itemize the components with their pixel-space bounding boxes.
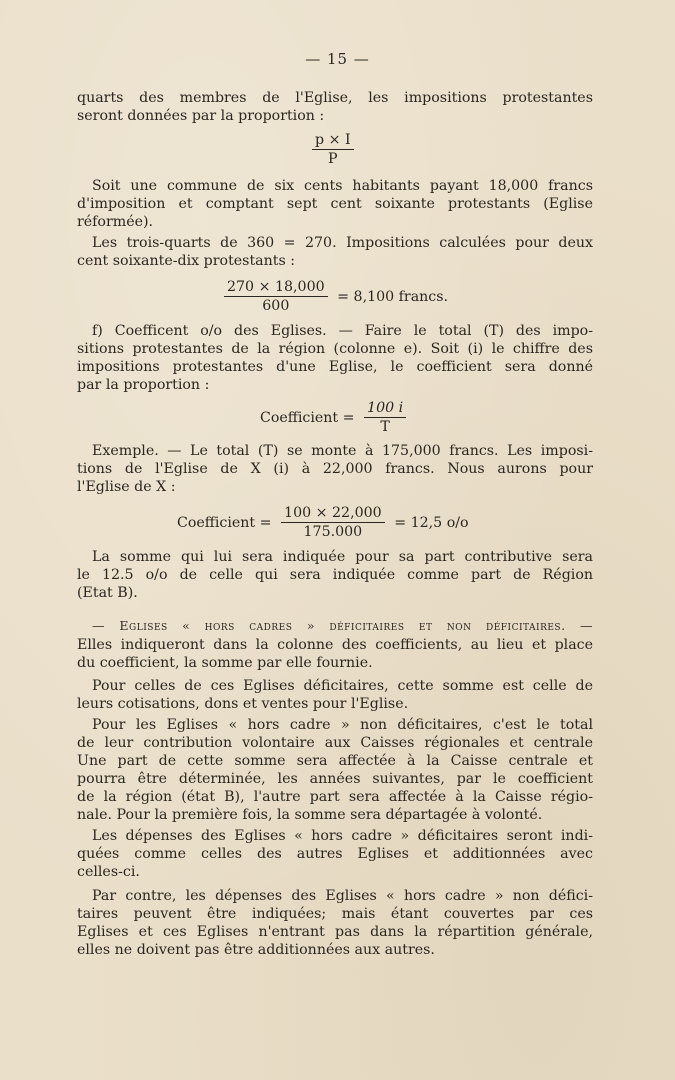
text-line: (Etat B).: [77, 585, 138, 601]
formula-result: = 12,5 o/o: [394, 514, 469, 531]
text-line: Soit une commune de six cents habitants payant 18,000 francs: [92, 178, 593, 194]
text-line: La somme qui lui sera indiquée pour sa part contributive sera: [92, 549, 593, 565]
text-line: Pour celles de ces Eglises déficitaires, cette somme est celle de: [92, 678, 593, 694]
text-line: taires peuvent être indiquées; mais étant couvertes par ces: [77, 906, 593, 922]
formula-coefficient-example: [177, 505, 469, 540]
formula-coefficient: [260, 400, 406, 435]
fraction: [312, 132, 354, 167]
text-line: de la région (état B), l'autre part sera affectée à la Caisse régio-: [77, 789, 593, 805]
section-heading-line: f) Coefficent o/o des Eglises. — Faire le total (T) des impo-: [92, 323, 593, 339]
text-line: Eglises et ces Eglises n'entrant pas dans la répartition générale,: [77, 924, 593, 940]
fraction-denominator: 175.000: [303, 524, 363, 540]
text-line: de leur contribution volontaire aux Caisses régionales et centrale: [77, 735, 593, 751]
text-line: cent soixante-dix protestants :: [77, 253, 296, 269]
text-line: elles ne doivent pas être additionnées aux autres.: [77, 942, 435, 958]
text-line: sitions protestantes de la région (colonne e). Soit (i) le chiffre des: [77, 341, 593, 357]
text-line: tions de l'Eglise de X (i) à 22,000 francs. Nous aurons pour: [77, 461, 593, 477]
formula-impositions: [224, 279, 448, 314]
text-line: par la proportion :: [77, 377, 210, 393]
text-line: Elles indiqueront dans la colonne des coefficients, au lieu et place: [77, 637, 593, 653]
fraction-denominator: T: [380, 419, 390, 435]
text-line: quarts des membres de l'Eglise, les impositions protestantes: [77, 90, 593, 106]
text-line: seront données par la proportion :: [77, 108, 325, 124]
text-line: Pour les Eglises « hors cadre » non déficitaires, c'est le total: [92, 717, 593, 733]
fraction-numerator: 270 × 18,000: [224, 279, 328, 297]
text-line: Par contre, les dépenses des Eglises « hors cadre » non défici-: [92, 888, 593, 904]
text-line: l'Eglise de X :: [77, 479, 176, 495]
text-line: du coefficient, la somme par elle fournie.: [77, 655, 373, 671]
formula-label: Coefficient =: [260, 409, 355, 426]
section-heading-line: — Eglises « hors cadres » déficitaires et non déficitaires. —: [92, 618, 593, 633]
fraction-denominator: 600: [262, 298, 290, 314]
fraction: [364, 400, 406, 435]
text-line: pourra être déterminée, les années suivantes, par le coefficient: [77, 771, 593, 787]
formula-label: Coefficient =: [177, 514, 272, 531]
text-line: réformée).: [77, 214, 154, 230]
page-number: — 15 —: [305, 50, 370, 68]
fraction: [224, 279, 328, 314]
fraction-numerator: 100 × 22,000: [281, 505, 385, 523]
formula-result: = 8,100 francs.: [337, 288, 449, 305]
fraction: [281, 505, 385, 540]
formula-proportion: [312, 132, 354, 167]
text-line: impositions protestantes d'une Eglise, le coefficient sera donné: [77, 359, 593, 375]
text-line: Les dépenses des Eglises « hors cadre » déficitaires seront indi-: [92, 828, 593, 844]
text-line: Une part de cette somme sera affectée à la Caisse centrale et: [77, 753, 593, 769]
text-line: Exemple. — Le total (T) se monte à 175,000 francs. Les imposi-: [92, 443, 593, 459]
text-line: quées comme celles des autres Eglises et additionnées avec: [77, 846, 593, 862]
text-line: nale. Pour la première fois, la somme sera départagée à volonté.: [77, 807, 543, 823]
fraction-denominator: P: [328, 151, 338, 167]
fraction-numerator: 100 i: [364, 400, 406, 418]
text-line: celles-ci.: [77, 864, 140, 880]
text-line: Les trois-quarts de 360 = 270. Impositions calculées pour deux: [92, 235, 593, 251]
fraction-numerator: p × I: [312, 132, 354, 150]
text-line: le 12.5 o/o de celle qui sera indiquée comme part de Région: [77, 567, 593, 583]
text-line: d'imposition et comptant sept cent soixante protestants (Eglise: [77, 196, 593, 212]
text-line: leurs cotisations, dons et ventes pour l'Eglise.: [77, 696, 409, 712]
